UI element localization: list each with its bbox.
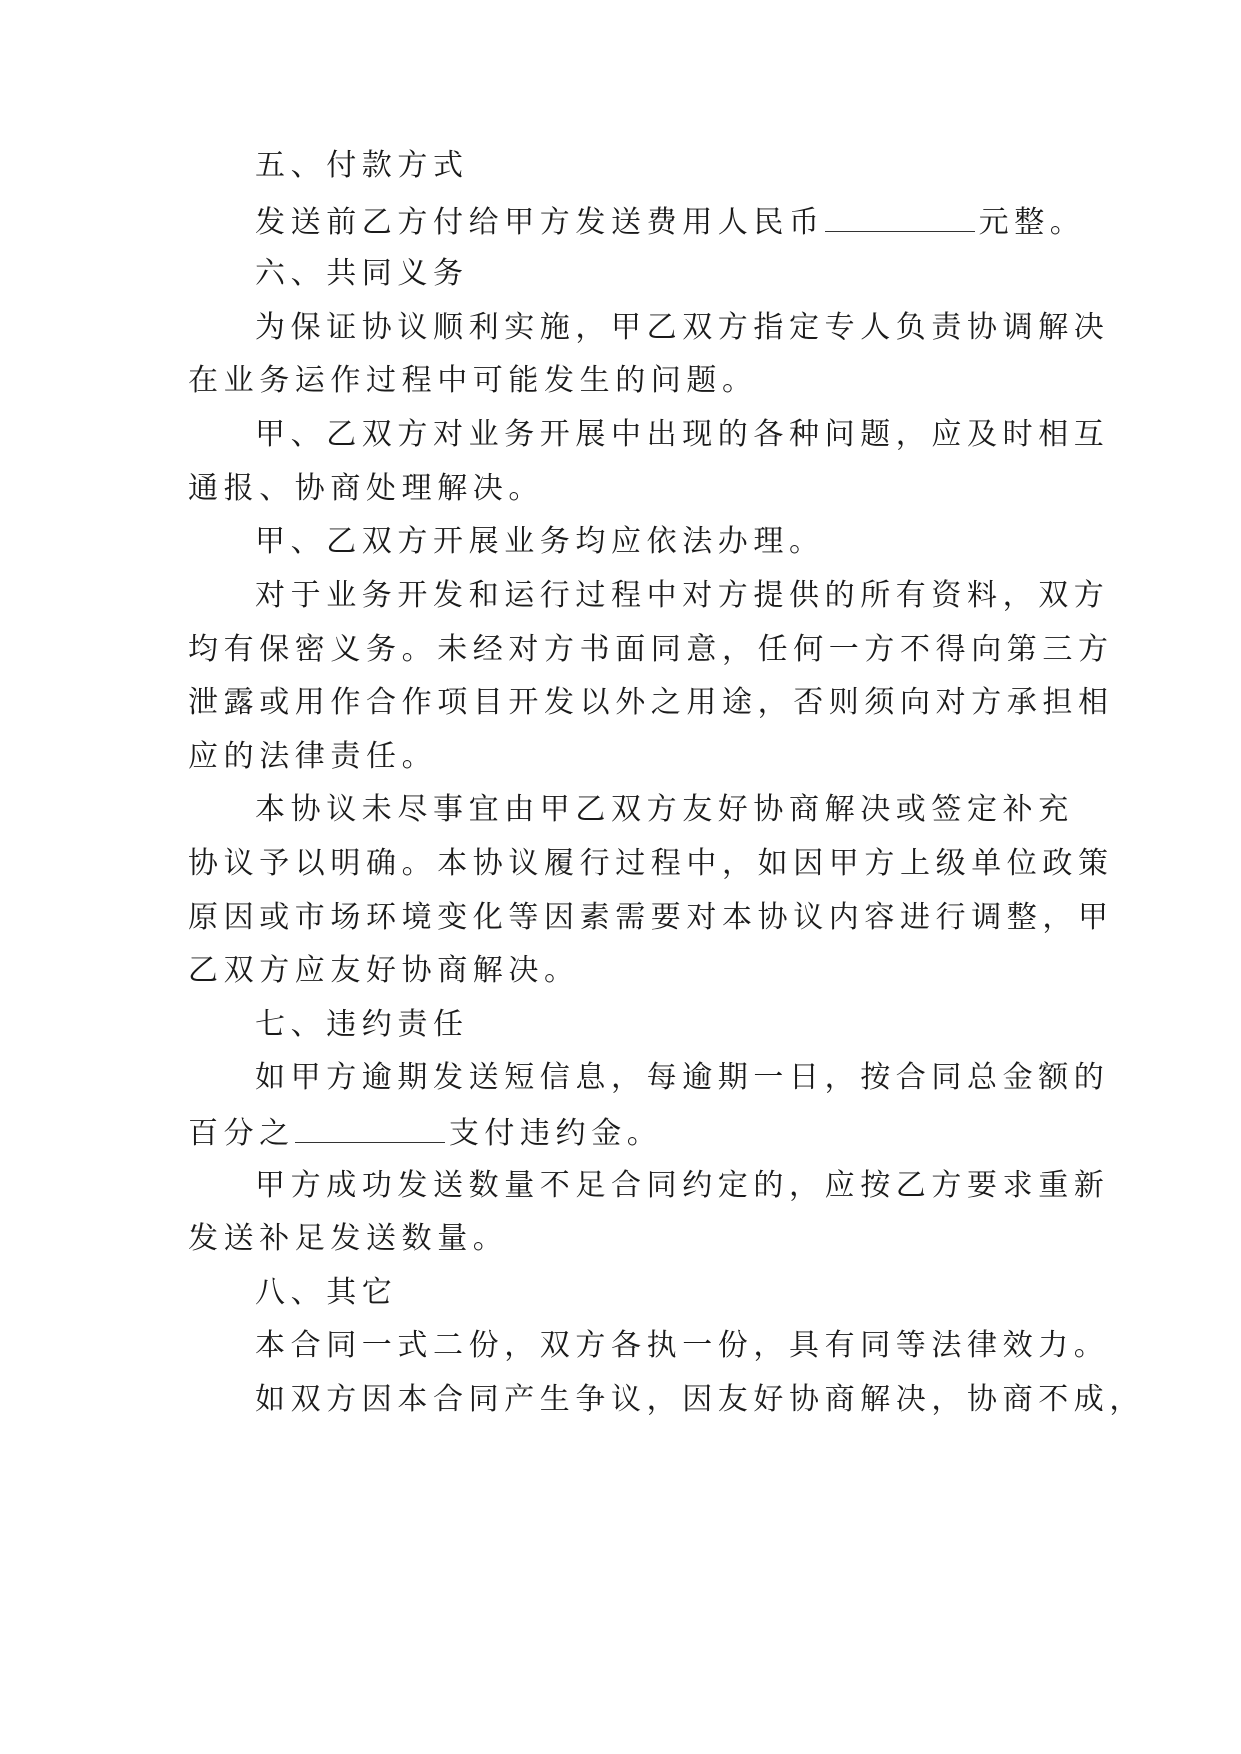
- text-line: 泄露或用作合作项目开发以外之用途，否则须向对方承担相: [188, 685, 1114, 720]
- section-heading-other: [255, 1273, 397, 1313]
- paragraph-line: [188, 630, 1114, 670]
- section-heading-liability: [255, 1005, 469, 1045]
- paragraph-line: [188, 1112, 662, 1154]
- paragraph-line: [255, 1166, 1109, 1206]
- text-line: 元整。: [978, 205, 1086, 240]
- text-line: 对于业务开发和运行过程中对方提供的所有资料，双方: [255, 578, 1110, 613]
- paragraph-line: [188, 898, 1114, 938]
- paragraph-line: [255, 415, 1109, 455]
- text-line: 甲、乙双方对业务开展中出现的各种问题，应及时相互: [255, 417, 1110, 452]
- text-line: 发送补足发送数量。: [188, 1221, 509, 1256]
- text-line: 百分之: [188, 1116, 295, 1151]
- section-heading-payment: [255, 146, 469, 186]
- text-line: 支付违约金。: [448, 1116, 663, 1151]
- text-line: 协议予以明确。本协议履行过程中，如因甲方上级单位政策: [188, 846, 1114, 881]
- text-line: 原因或市场环境变化等因素需要对本协议内容进行调整，甲: [188, 900, 1114, 935]
- paragraph-line: [255, 1058, 1109, 1098]
- fill-in-blank: [825, 201, 975, 232]
- text-line: 甲、乙双方开展业务均应依法办理。: [255, 524, 825, 559]
- paragraph-line: [255, 790, 1074, 830]
- text-line: 甲方成功发送数量不足合同约定的，应按乙方要求重新: [255, 1168, 1110, 1203]
- paragraph-line: [188, 469, 544, 509]
- paragraph-line: [188, 1219, 508, 1259]
- text-line: 本协议未尽事宜由甲乙双方友好协商解决或签定补充: [255, 792, 1074, 827]
- paragraph-line: [188, 951, 580, 991]
- text-line: 通报、协商处理解决。: [188, 471, 544, 506]
- paragraph-line: [255, 576, 1109, 616]
- paragraph-line: [255, 201, 1085, 243]
- fill-in-blank: [295, 1112, 445, 1143]
- text-line: 五、付款方式: [255, 148, 469, 183]
- text-line: 应的法律责任。: [188, 739, 438, 774]
- paragraph-line: [188, 844, 1114, 884]
- text-line: 如双方因本合同产生争议，因友好协商解决，协商不成，: [255, 1382, 1145, 1417]
- paragraph-line: [188, 683, 1114, 723]
- paragraph-line: [255, 308, 1109, 348]
- paragraph-line: [255, 1326, 1109, 1366]
- text-line: 六、共同义务: [255, 256, 469, 291]
- text-line: 在业务运作过程中可能发生的问题。: [188, 363, 758, 398]
- section-heading-obligations: [255, 254, 469, 294]
- text-line: 本合同一式二份，双方各执一份，具有同等法律效力。: [255, 1328, 1110, 1363]
- text-line: 为保证协议顺利实施，甲乙双方指定专人负责协调解决: [255, 310, 1110, 345]
- text-line: 均有保密义务。未经对方书面同意，任何一方不得向第三方: [188, 632, 1114, 667]
- text-line: 发送前乙方付给甲方发送费用人民币: [255, 205, 825, 240]
- paragraph-line: [188, 361, 758, 401]
- text-line: 如甲方逾期发送短信息，每逾期一日，按合同总金额的: [255, 1060, 1110, 1095]
- paragraph-line: [255, 1380, 1145, 1420]
- text-line: 七、违约责任: [255, 1007, 469, 1042]
- paragraph-line: [255, 522, 825, 562]
- text-line: 八、其它: [255, 1275, 398, 1310]
- paragraph-line: [188, 737, 437, 777]
- text-line: 乙双方应友好协商解决。: [188, 953, 580, 988]
